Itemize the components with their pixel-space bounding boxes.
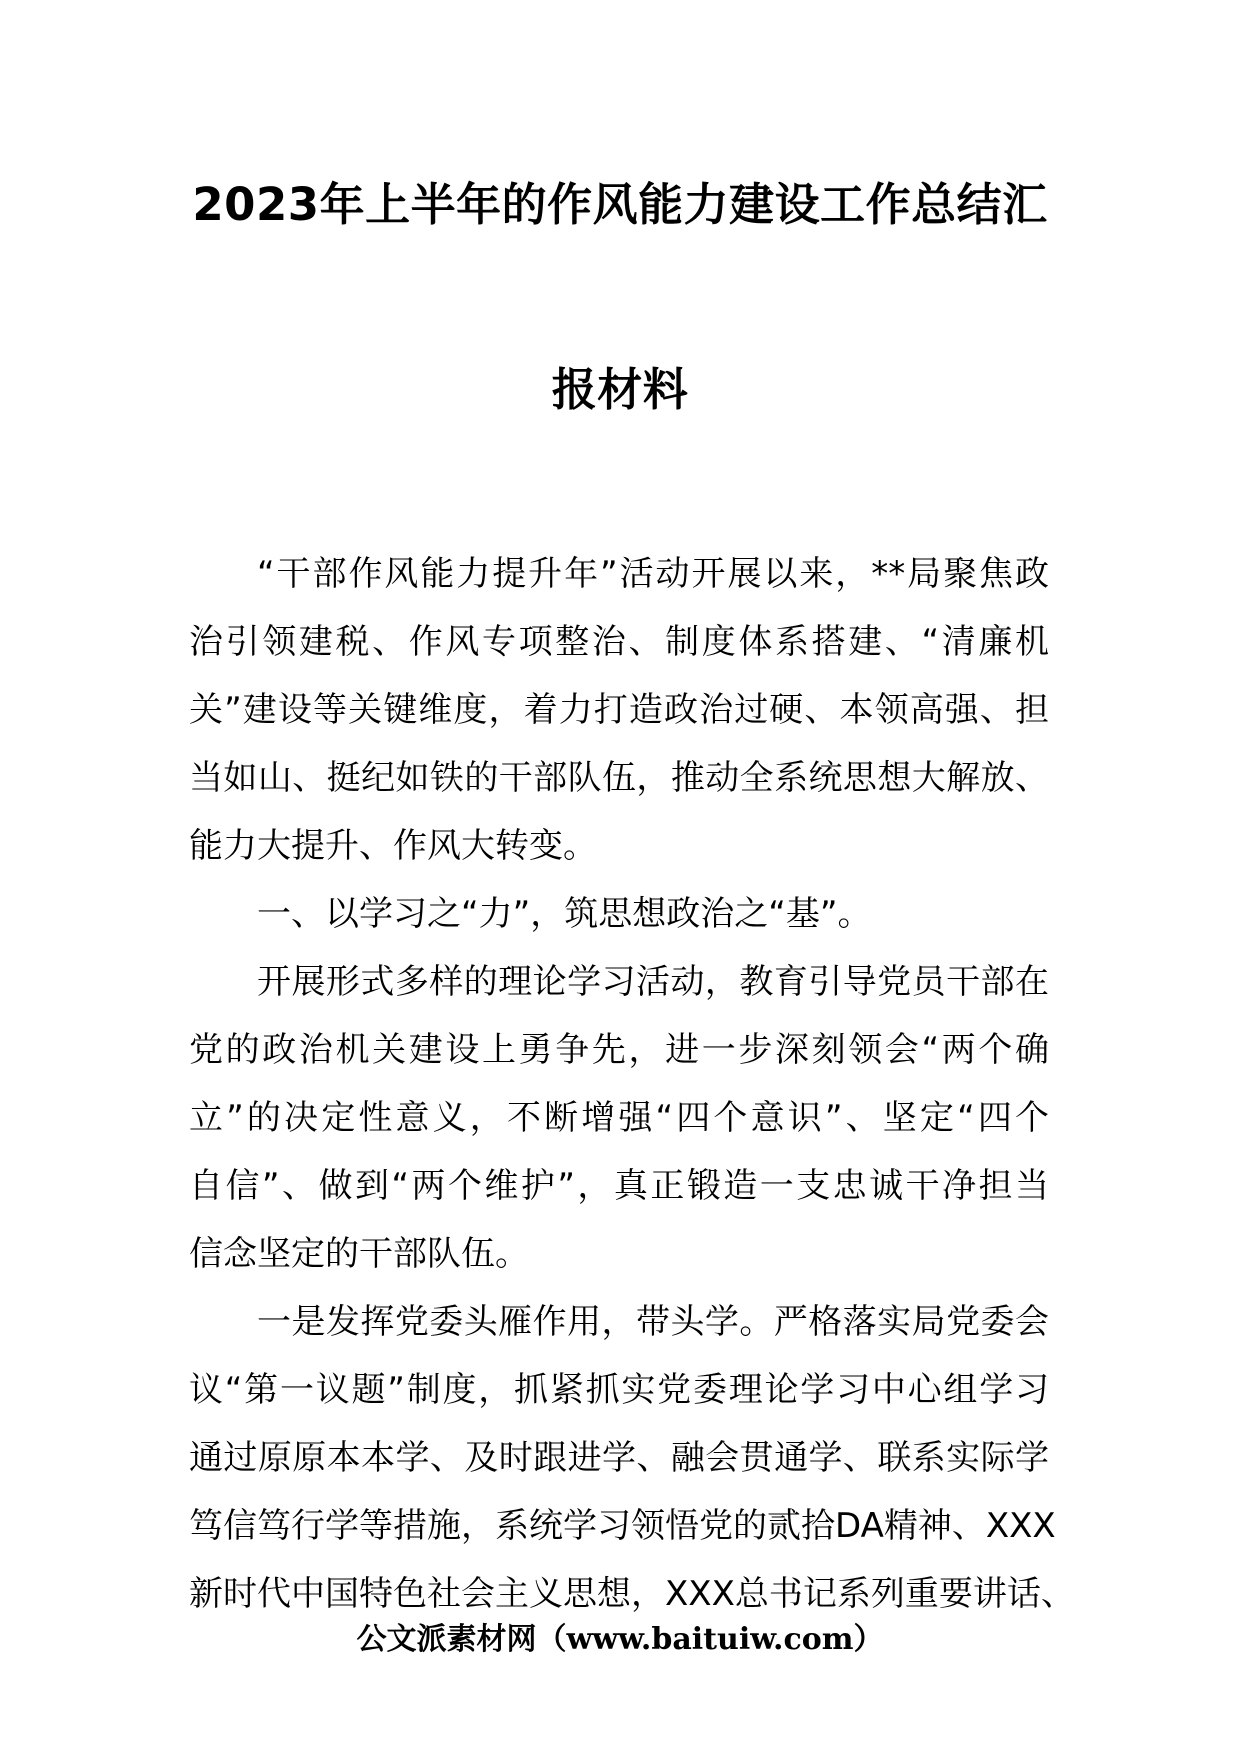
text-line: 笃信笃行学等措施，系统学习领悟党的贰拾DA精神、XXX: [189, 1506, 1056, 1546]
footer-source: 公文派素材网（www.baituiw.com）: [356, 1622, 884, 1657]
text-line: 议“第一议题”制度，抓紧抓实党委理论学习中心组学习: [189, 1370, 1049, 1410]
text-line: 当如山、挺纪如铁的干部队伍，推动全系统思想大解放、: [189, 758, 1049, 798]
text-line: 自信”、做到“两个维护”，真正锻造一支忠诚干净担当: [189, 1166, 1049, 1206]
section-heading: [189, 880, 1049, 948]
text-line: 新时代中国特色社会主义思想，XXX总书记系列重要讲话、: [189, 1574, 1075, 1614]
document-body: [189, 540, 1075, 1628]
text-line: 开展形式多样的理论学习活动，教育引导党员干部在: [257, 962, 1049, 1002]
text-line: “干部作风能力提升年”活动开展以来，**局聚焦政: [257, 554, 1049, 594]
paragraph-intro: [189, 540, 1049, 880]
text-line: 信念坚定的干部队伍。: [189, 1234, 529, 1274]
text-line: 能力大提升、作风大转变。: [189, 826, 597, 866]
document-title-line-2: 报材料: [551, 363, 689, 416]
text-line: 一、以学习之“力”，筑思想政治之“基”。: [257, 894, 872, 934]
text-line: 通过原原本本学、及时跟进学、融会贯通学、联系实际学: [189, 1438, 1049, 1478]
text-line: 立”的决定性意义，不断增强“四个意识”、坚定“四个: [189, 1098, 1049, 1138]
paragraph-study-activities: [189, 948, 1049, 1288]
text-line: 关”建设等关键维度，着力打造政治过硬、本领高强、担: [189, 690, 1049, 730]
text-line: 治引领建税、作风专项整治、制度体系搭建、“清廉机: [189, 622, 1049, 662]
text-line: 党的政治机关建设上勇争先，进一步深刻领会“两个确: [189, 1030, 1049, 1070]
document-title-line-1: 2023年上半年的作风能力建设工作总结汇: [192, 178, 1048, 231]
text-line: 一是发挥党委头雁作用，带头学。严格落实局党委会: [257, 1302, 1049, 1342]
paragraph-party-committee: [189, 1288, 1075, 1628]
